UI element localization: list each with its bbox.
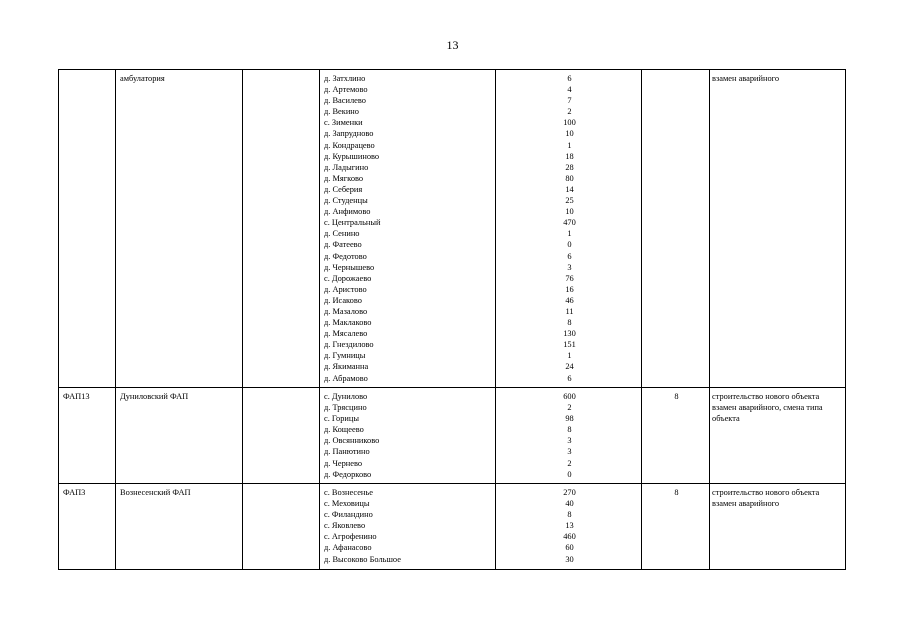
- population-value: 1: [567, 140, 572, 150]
- locality-name: д. Анфимово: [324, 207, 371, 217]
- empty-cell: [243, 70, 320, 388]
- population-cell: [496, 484, 642, 570]
- locality-name: д. Студенцы: [324, 196, 368, 206]
- localities-cell: [320, 484, 496, 570]
- locality-name: д. Федотово: [324, 251, 367, 261]
- locality-name: д. Аристово: [324, 284, 367, 294]
- locality-name: д. Маклаково: [324, 318, 372, 328]
- population-value: 30: [565, 554, 574, 564]
- population-value: 98: [565, 414, 574, 424]
- localities-cell: [320, 388, 496, 484]
- locality-name: д. Чернышево: [324, 262, 375, 272]
- locality-name: д. Якиманна: [324, 362, 369, 372]
- empty-cell: [243, 484, 320, 570]
- locality-name: д. Затхлино: [324, 74, 366, 83]
- locality-name: д. Афанасово: [324, 543, 372, 553]
- population-value: 1: [567, 229, 572, 239]
- locality-name: д. Ладыгино: [324, 162, 369, 172]
- population-cell: [496, 70, 642, 388]
- distance-cell: 8: [642, 484, 710, 570]
- population-value: 6: [567, 74, 572, 83]
- population-value: 3: [567, 262, 572, 272]
- locality-name: д. Сенино: [324, 229, 360, 239]
- population-value: 2: [567, 107, 572, 117]
- population-value: 2: [567, 458, 572, 468]
- table-row: [59, 484, 846, 570]
- facility-name-cell: Вознесенский ФАП: [116, 484, 243, 570]
- facility-name-cell: амбулатория: [116, 70, 243, 388]
- locality-name: д. Фатеево: [324, 240, 362, 250]
- locality-name: с. Вознесенье: [324, 488, 373, 497]
- population-value: 14: [565, 184, 574, 194]
- population-value: 40: [565, 499, 574, 509]
- population-value: 270: [563, 488, 576, 497]
- population-value: 1: [567, 351, 572, 361]
- population-value: 600: [563, 392, 576, 401]
- population-cell: [496, 388, 642, 484]
- locality-name: д. Панютино: [324, 447, 370, 457]
- population-value: 24: [565, 362, 574, 372]
- population-value: 4: [567, 85, 572, 95]
- population-value: 151: [563, 340, 576, 350]
- table-row: [59, 70, 846, 388]
- distance-cell: [642, 70, 710, 388]
- locality-name: д. Василево: [324, 96, 366, 106]
- facility-code-cell: [59, 70, 116, 388]
- population-value: 46: [565, 295, 574, 305]
- locality-name: д. Исаково: [324, 295, 362, 305]
- locality-name: д. Гнездилово: [324, 340, 374, 350]
- locality-name: д. Мазалово: [324, 306, 368, 316]
- page-number: 13: [446, 38, 459, 52]
- population-value: 25: [565, 196, 574, 206]
- population-value: 18: [565, 151, 574, 161]
- population-value: 16: [565, 284, 574, 294]
- population-value: 8: [567, 425, 572, 435]
- facility-code-cell: ФАП3: [59, 484, 116, 570]
- locality-name: д. Курышиново: [324, 151, 380, 161]
- locality-name: с. Горицы: [324, 414, 359, 424]
- population-value: 8: [567, 510, 572, 520]
- table-row: [59, 388, 846, 484]
- locality-name: д. Мясалево: [324, 329, 368, 339]
- facilities-table: [58, 69, 846, 570]
- locality-name: д. Запрудново: [324, 129, 374, 139]
- population-value: 470: [563, 218, 576, 228]
- population-value: 11: [565, 306, 574, 316]
- locality-name: с. Зименки: [324, 118, 363, 128]
- population-value: 0: [567, 240, 572, 250]
- population-value: 6: [567, 373, 572, 383]
- locality-name: д. Федорково: [324, 469, 372, 479]
- locality-name: с. Меховицы: [324, 499, 370, 509]
- locality-name: д. Векино: [324, 107, 359, 117]
- locality-name: д. Чернево: [324, 458, 363, 468]
- locality-name: с. Центральный: [324, 218, 381, 228]
- population-value: 76: [565, 273, 574, 283]
- population-value: 10: [565, 129, 574, 139]
- locality-name: д. Артемово: [324, 85, 368, 95]
- locality-name: д. Овсянниково: [324, 436, 380, 446]
- population-value: 2: [567, 403, 572, 413]
- locality-name: д. Себерия: [324, 184, 363, 194]
- population-value: 130: [563, 329, 576, 339]
- locality-name: с. Агрофенино: [324, 532, 377, 542]
- population-value: 6: [567, 251, 572, 261]
- empty-cell: [243, 388, 320, 484]
- note-cell: строительство нового объекта взамен аварийного: [710, 484, 846, 570]
- locality-name: д. Абрамово: [324, 373, 368, 383]
- population-value: 8: [567, 318, 572, 328]
- population-value: 3: [567, 447, 572, 457]
- population-value: 28: [565, 162, 574, 172]
- facility-code-cell: ФАП13: [59, 388, 116, 484]
- locality-name: с. Яковлево: [324, 521, 366, 531]
- locality-name: д. Кондрацево: [324, 140, 375, 150]
- locality-name: д. Мягково: [324, 173, 364, 183]
- population-value: 460: [563, 532, 576, 542]
- locality-name: с. Дунилово: [324, 392, 368, 401]
- note-cell: строительство нового объекта взамен аварийного, смена типа объекта: [710, 388, 846, 484]
- locality-name: д. Кощеево: [324, 425, 364, 435]
- population-value: 3: [567, 436, 572, 446]
- population-value: 0: [567, 469, 572, 479]
- facility-name-cell: Дуниловский ФАП: [116, 388, 243, 484]
- population-value: 13: [565, 521, 574, 531]
- population-value: 7: [567, 96, 572, 106]
- localities-cell: [320, 70, 496, 388]
- population-value: 60: [565, 543, 574, 553]
- locality-name: с. Филандино: [324, 510, 373, 520]
- locality-name: д. Гумницы: [324, 351, 366, 361]
- population-value: 10: [565, 207, 574, 217]
- note-cell: взамен аварийного: [710, 70, 846, 388]
- distance-cell: 8: [642, 388, 710, 484]
- locality-name: с. Дорожаево: [324, 273, 372, 283]
- locality-name: д. Высоково Большое: [324, 554, 401, 564]
- population-value: 80: [565, 173, 574, 183]
- population-value: 100: [563, 118, 576, 128]
- locality-name: д. Трясцино: [324, 403, 367, 413]
